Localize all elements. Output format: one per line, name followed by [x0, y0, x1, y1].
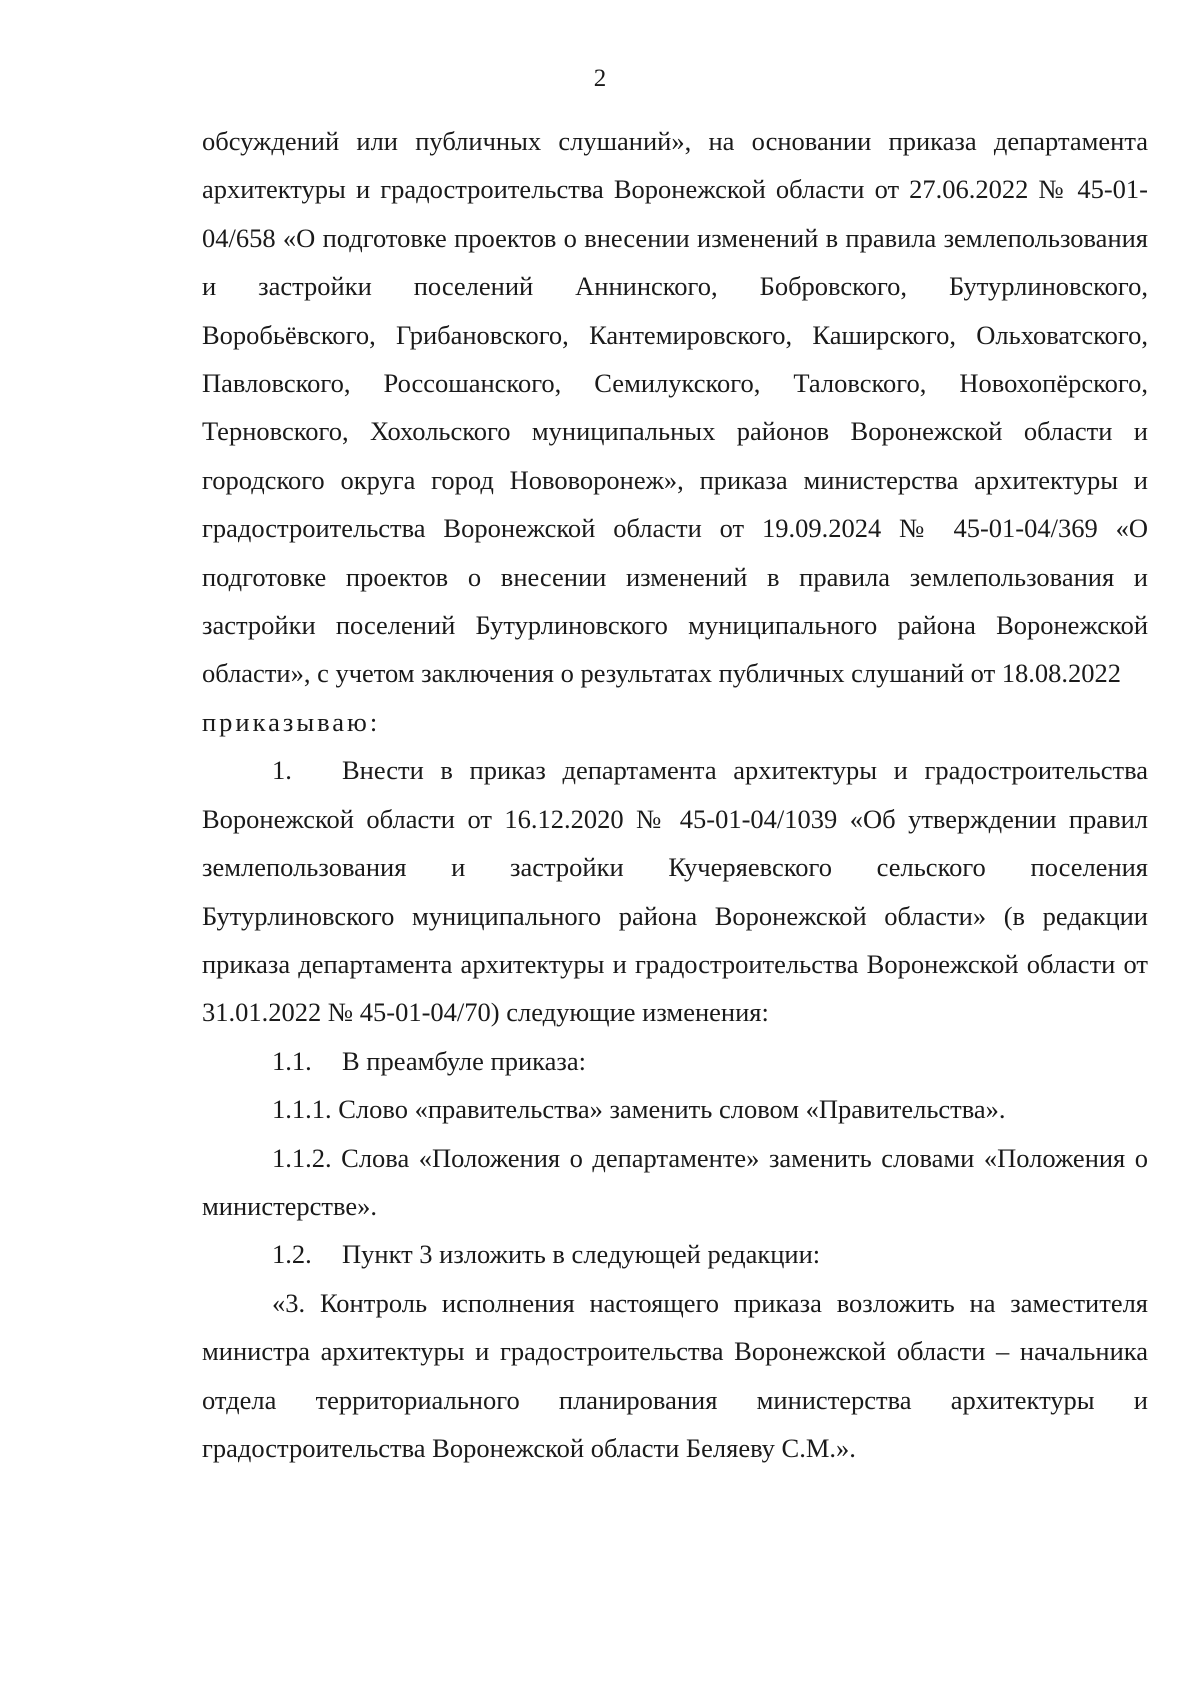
item-1-2-text: Пункт 3 изложить в следующей редакции: [342, 1239, 821, 1270]
paragraph-item-1-1-1 [202, 1085, 1148, 1133]
item-1-1-number: 1.1. [272, 1045, 312, 1076]
item-1-2-number: 1.2. [272, 1239, 312, 1270]
item-1-1-2-text: Слова «Положения о департаменте» заменить словами «Положения о министерстве». [202, 1142, 1149, 1221]
document-body [202, 117, 1148, 1472]
item-1-1-2-number: 1.1.2. [272, 1142, 332, 1173]
paragraph-intro: обсуждений или публичных слушаний», на основании приказа департамента архитектуры и градостроительства Воронежской области от 27.06.2022 № 45-01-04/658 «О подготовке проектов о внесении изменений в правила землепользования и застройки поселений Аннинского, Бобровского, Бутурлиновского, Воробьёвского, Грибановского, Кантемировского, Каширского, Ольховатского, Павловского, Россошанского, Семилукского, Таловского, Новохопёрского, Терновского, Хохольского муниципальных районов Воронежской области и городского округа город Нововоронеж», приказа министерства архитектуры и градостроительства Воронежской области от 19.09.2024 № 45-01-04/369 «О подготовке проектов о внесении изменений в правила землепользования и застройки поселений Бутурлиновского муниципального района Воронежской области», с учетом заключения о результатах публичных слушаний от 18.08.2022 [202, 126, 1148, 689]
paragraph-item-1 [202, 746, 1148, 1036]
page-number: 2 [593, 65, 607, 92]
order-word: приказываю: [202, 706, 381, 737]
item-1-text: Внести в приказ департамента архитектуры и градостроительства Воронежской области от 16.12.2020 № 45-01-04/1039 «Об утверждении правил землепользования и застройки Кучеряевского сельского поселения Бутурлиновского муниципального района Воронежской области» (в редакции приказа департамента архитектуры и градостроительства Воронежской области от 31.01.2022 № 45-01-04/70) следующие изменения: [202, 755, 1148, 1028]
item-1-1-1-number: 1.1.1. [272, 1094, 332, 1125]
paragraph-item-1-2 [202, 1230, 1148, 1278]
item-1-1-1-text: Слово «правительства» заменить словом «Правительства». [338, 1094, 1006, 1125]
paragraph-quote-3: «3. Контроль исполнения настоящего приказа возложить на заместителя министра архитектуры и градостроительства Воронежской области – начальника отдела территориального планирования министерства архитектуры и градостроительства Воронежской области Беляеву С.М.». [202, 1287, 1148, 1463]
paragraph-item-1-1-2 [202, 1134, 1148, 1231]
item-1-number: 1. [272, 755, 292, 786]
paragraph-item-1-1 [202, 1037, 1148, 1085]
item-1-1-text: В преамбуле приказа: [342, 1045, 586, 1076]
